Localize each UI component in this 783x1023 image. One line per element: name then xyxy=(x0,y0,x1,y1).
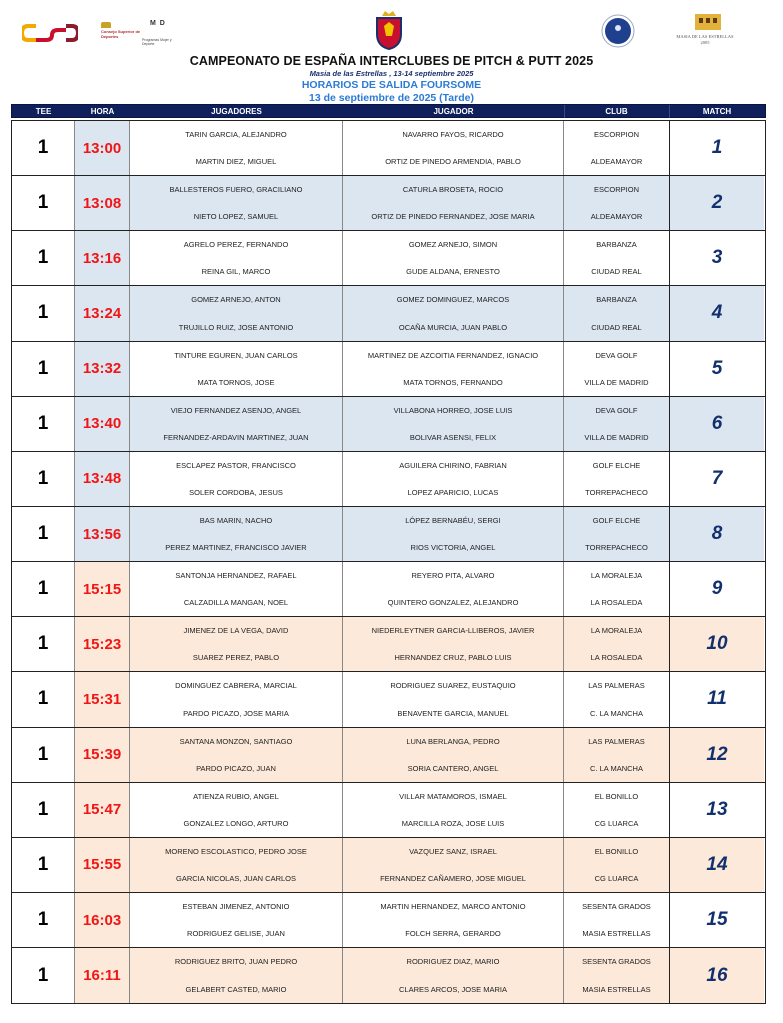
club-name: EL BONILLO xyxy=(594,846,639,856)
column-header-jugador: JUGADOR xyxy=(433,107,474,116)
club-name: SESENTA GRADOS xyxy=(582,957,651,967)
tee-cell: 1 xyxy=(12,617,75,671)
tee-time: 13:08 xyxy=(75,176,130,230)
tee-cell: 1 xyxy=(12,672,75,726)
club-name: LAS PALMERAS xyxy=(588,736,645,746)
opponent-name: ORTIZ DE PINEDO FERNANDEZ, JOSE MARIA xyxy=(343,203,564,230)
tee-cell: 1 xyxy=(12,231,75,285)
opponent-name: MARTINEZ DE AZCOITIA FERNANDEZ, IGNACIO xyxy=(343,342,564,369)
tee-time: 13:40 xyxy=(75,397,130,451)
opponent-name: VAZQUEZ SANZ, ISRAEL xyxy=(343,838,564,865)
player-row xyxy=(130,148,669,175)
tee-time: 15:15 xyxy=(75,562,130,616)
match-number: 1 xyxy=(669,121,764,175)
tee-cell: 1 xyxy=(12,838,75,892)
table-row xyxy=(12,728,765,783)
match-number: 6 xyxy=(669,397,764,451)
table-row xyxy=(12,176,765,231)
club-name: CG LUARCA xyxy=(594,818,639,828)
table-row xyxy=(12,783,765,838)
player-name: PARDO PICAZO, JUAN xyxy=(130,755,343,782)
tee-time: 13:00 xyxy=(75,121,130,175)
opponent-name: BOLIVAR ASENSI, FELIX xyxy=(343,424,564,451)
club-name: MASIA ESTRELLAS xyxy=(582,929,651,939)
player-row xyxy=(130,313,669,340)
player-name: ATIENZA RUBIO, ANGEL xyxy=(130,783,343,810)
crown-icon xyxy=(101,22,111,28)
tee-time: 13:32 xyxy=(75,342,130,396)
opponent-name: FOLCH SERRA, GERARDO xyxy=(343,920,564,947)
tee-times-table xyxy=(11,104,766,1004)
player-name: ESCLAPEZ PASTOR, FRANCISCO xyxy=(130,452,343,479)
player-row xyxy=(130,728,669,756)
player-name: PARDO PICAZO, JOSE MARIA xyxy=(130,699,343,726)
player-name: MATA TORNOS, JOSE xyxy=(130,369,343,396)
player-name: TINTURE EGUREN, JUAN CARLOS xyxy=(130,342,343,369)
opponent-name: REYERO PITA, ALVARO xyxy=(343,562,564,589)
player-row xyxy=(130,755,669,782)
match-number: 7 xyxy=(669,452,764,506)
player-row xyxy=(130,617,669,645)
table-row xyxy=(12,452,765,507)
tee-time: 15:39 xyxy=(75,728,130,782)
tee-time: 15:31 xyxy=(75,672,130,726)
column-header-hora: HORA xyxy=(90,107,115,116)
tee-time: 16:03 xyxy=(75,893,130,947)
document-title: CAMPEONATO DE ESPAÑA INTERCLUBES DE PITCH & PUTT 2025 xyxy=(189,54,594,68)
match-number: 13 xyxy=(669,783,764,837)
tee-cell: 1 xyxy=(12,397,75,451)
opponent-name: NAVARRO FAYOS, RICARDO xyxy=(343,121,564,148)
schedule-title: HORARIOS DE SALIDA FOURSOME xyxy=(301,79,482,91)
match-number: 12 xyxy=(669,728,764,782)
date-line: 13 de septiembre de 2025 (Tarde) xyxy=(309,92,474,104)
tee-cell: 1 xyxy=(12,176,75,230)
match-number: 15 xyxy=(669,893,764,947)
club-name: C. LA MANCHA xyxy=(590,763,643,773)
opponent-name: RIOS VICTORIA, ANGEL xyxy=(343,534,564,561)
tee-time: 13:48 xyxy=(75,452,130,506)
match-number: 11 xyxy=(669,672,764,726)
player-name: DOMINGUEZ CABRERA, MARCIAL xyxy=(130,672,343,699)
match-number: 5 xyxy=(669,342,764,396)
tee-cell: 1 xyxy=(12,948,75,1003)
club-name: ALDEAMAYOR xyxy=(590,212,643,222)
player-name: GARCIA NICOLAS, JUAN CARLOS xyxy=(130,865,343,892)
player-row xyxy=(130,203,669,230)
opponent-name: GOMEZ DOMINGUEZ, MARCOS xyxy=(343,286,564,313)
player-name: AGRELO PEREZ, FERNANDO xyxy=(130,231,343,258)
tee-cell: 1 xyxy=(12,507,75,561)
match-number: 3 xyxy=(669,231,764,285)
match-number: 16 xyxy=(669,948,764,1003)
opponent-name: LUNA BERLANGA, PEDRO xyxy=(343,728,564,755)
column-header-match: MATCH xyxy=(702,107,732,116)
club-name: CIUDAD REAL xyxy=(591,322,642,332)
player-name: ESTEBAN JIMENEZ, ANTONIO xyxy=(130,893,343,920)
opponent-name: QUINTERO GONZALEZ, ALEJANDRO xyxy=(343,589,564,616)
table-row xyxy=(12,672,765,727)
player-name: GONZALEZ LONGO, ARTURO xyxy=(130,810,343,837)
myd-logo-subtext: Programas Mujer y Deporte xyxy=(142,38,172,46)
player-row xyxy=(130,397,669,425)
table-row xyxy=(12,838,765,893)
csd-logo xyxy=(22,22,141,46)
player-row xyxy=(130,286,669,314)
club-name: TORREPACHECO xyxy=(585,487,648,497)
tee-time: 16:11 xyxy=(75,948,130,1003)
player-name: NIETO LOPEZ, SAMUEL xyxy=(130,203,343,230)
opponent-name: MARCILLA ROZA, JOSE LUIS xyxy=(343,810,564,837)
club-name: SESENTA GRADOS xyxy=(582,902,651,911)
club-name: C. LA MANCHA xyxy=(590,708,643,718)
tee-time: 13:56 xyxy=(75,507,130,561)
club-name: LA ROSALEDA xyxy=(590,653,643,663)
tee-time: 15:23 xyxy=(75,617,130,671)
club-name: MASIA ESTRELLAS xyxy=(582,984,651,994)
opponent-name: AGUILERA CHIRINO, FABRIAN xyxy=(343,452,564,479)
myd-logo xyxy=(140,14,185,48)
club-name: BARBANZA xyxy=(596,240,637,250)
opponent-name: RODRIGUEZ SUAREZ, EUSTAQUIO xyxy=(343,672,564,699)
club-name: ESCORPION xyxy=(593,185,639,195)
player-row xyxy=(130,948,669,977)
venue-line: Masia de las Estrellas , 13-14 septiembre 2025 xyxy=(309,69,474,78)
club-name: CG LUARCA xyxy=(594,873,639,883)
rfeg-crest-logo xyxy=(372,10,406,50)
opponent-name: GUDE ALDANA, ERNESTO xyxy=(343,258,564,285)
club-name: LA ROSALEDA xyxy=(590,598,643,608)
player-row xyxy=(130,838,669,866)
logo-bar xyxy=(0,0,783,52)
tee-cell: 1 xyxy=(12,562,75,616)
player-name: BAS MARIN, NACHO xyxy=(130,507,343,534)
table-row xyxy=(12,562,765,617)
club-name: VILLA DE MADRID xyxy=(584,377,649,387)
csd-mark-icon xyxy=(22,24,78,42)
match-number: 10 xyxy=(669,617,764,671)
table-row xyxy=(12,121,765,176)
club-name: EL BONILLO xyxy=(594,791,639,801)
table-row xyxy=(12,617,765,672)
match-number: 9 xyxy=(669,562,764,616)
table-row xyxy=(12,507,765,562)
match-number: 8 xyxy=(669,507,764,561)
tee-cell: 1 xyxy=(12,728,75,782)
tee-time: 15:55 xyxy=(75,838,130,892)
myd-logo-text: M D xyxy=(150,20,166,27)
club-name: LAS PALMERAS xyxy=(588,681,645,691)
opponent-name: MARTIN HERNANDEZ, MARCO ANTONIO xyxy=(343,893,564,920)
opponent-name: VILLAR MATAMOROS, ISMAEL xyxy=(343,783,564,810)
tee-time: 15:47 xyxy=(75,783,130,837)
csd-logo-text: Consejo Superior de Deportes xyxy=(101,29,141,39)
player-name: MORENO ESCOLASTICO, PEDRO JOSE xyxy=(130,838,343,865)
player-name: VIEJO FERNANDEZ ASENJO, ANGEL xyxy=(130,397,343,424)
match-number: 14 xyxy=(669,838,764,892)
match-number: 4 xyxy=(669,286,764,340)
player-name: PEREZ MARTINEZ, FRANCISCO JAVIER xyxy=(130,534,343,561)
column-header-jugadores: JUGADORES xyxy=(211,107,262,116)
club-name: VILLA DE MADRID xyxy=(584,432,649,442)
tee-time: 13:24 xyxy=(75,286,130,340)
player-name: FERNANDEZ-ARDAVIN MARTINEZ, JUAN xyxy=(130,424,343,451)
opponent-name: VILLABONA HORREO, JOSE LUIS xyxy=(343,397,564,424)
table-row xyxy=(12,948,765,1003)
player-row xyxy=(130,920,669,947)
tee-cell: 1 xyxy=(12,452,75,506)
tee-time: 13:16 xyxy=(75,231,130,285)
player-name: MARTIN DIEZ, MIGUEL xyxy=(130,148,343,175)
club-name: DEVA GOLF xyxy=(595,405,638,415)
player-row xyxy=(130,424,669,451)
player-name: CALZADILLA MANGAN, NOEL xyxy=(130,589,343,616)
opponent-name: BENAVENTE GARCIA, MANUEL xyxy=(343,699,564,726)
player-name: BALLESTEROS FUERO, GRACILIANO xyxy=(130,176,343,203)
opponent-name: GOMEZ ARNEJO, SIMON xyxy=(343,231,564,258)
match-number: 2 xyxy=(669,176,764,230)
player-name: JIMENEZ DE LA VEGA, DAVID xyxy=(130,617,343,644)
club-name: CIUDAD REAL xyxy=(591,267,642,277)
opponent-name: ORTIZ DE PINEDO ARMENDIA, PABLO xyxy=(343,148,564,175)
federation-seal-logo xyxy=(601,14,635,48)
club-name: TORREPACHECO xyxy=(585,543,648,553)
player-row xyxy=(130,479,669,506)
table-row xyxy=(12,893,765,948)
tee-cell: 1 xyxy=(12,286,75,340)
opponent-name: CLARES ARCOS, JOSE MARIA xyxy=(343,976,564,1004)
table-body xyxy=(11,120,766,1004)
player-row xyxy=(130,783,669,811)
seal-icon xyxy=(601,14,635,48)
player-name: GOMEZ ARNEJO, ANTON xyxy=(130,286,343,313)
player-row xyxy=(130,810,669,837)
opponent-name: CATURLA BROSETA, ROCIO xyxy=(343,176,564,203)
masia-logo-text: MASIA DE LAS ESTRELLAS xyxy=(676,34,734,39)
column-header-tee: TEE xyxy=(35,107,52,116)
tee-cell: 1 xyxy=(12,342,75,396)
tee-cell: 1 xyxy=(12,121,75,175)
club-name: DEVA GOLF xyxy=(595,350,638,360)
player-name: SUAREZ PEREZ, PABLO xyxy=(130,644,343,671)
player-row xyxy=(130,507,669,535)
player-name: RODRIGUEZ GELISE, JUAN xyxy=(130,920,343,947)
column-header-club: CLUB xyxy=(605,107,628,116)
opponent-name: OCAÑA MURCIA, JUAN PABLO xyxy=(343,313,564,340)
tee-cell: 1 xyxy=(12,893,75,947)
opponent-name: MATA TORNOS, FERNANDO xyxy=(343,369,564,396)
table-row xyxy=(12,397,765,452)
player-row xyxy=(130,534,669,561)
player-row xyxy=(130,562,669,590)
opponent-name: NIEDERLEYTNER GARCIA-LLIBEROS, JAVIER xyxy=(343,617,564,644)
masia-logo-year: 2005 xyxy=(700,40,710,45)
opponent-name: FERNANDEZ CAÑAMERO, JOSE MIGUEL xyxy=(343,865,564,892)
crest-icon xyxy=(372,10,406,50)
club-name: ALDEAMAYOR xyxy=(590,157,643,167)
player-row xyxy=(130,976,669,1004)
opponent-name: HERNANDEZ CRUZ, PABLO LUIS xyxy=(343,644,564,671)
club-name: LA MORALEJA xyxy=(590,626,643,636)
player-row xyxy=(130,589,669,616)
player-row xyxy=(130,342,669,370)
opponent-name: LOPEZ APARICIO, LUCAS xyxy=(343,479,564,506)
player-row xyxy=(130,258,669,285)
tee-cell: 1 xyxy=(12,783,75,837)
player-name: SANTONJA HERNANDEZ, RAFAEL xyxy=(130,562,343,589)
club-name: ESCORPION xyxy=(593,130,639,140)
player-row xyxy=(130,231,669,259)
club-name: GOLF ELCHE xyxy=(592,460,641,470)
player-row xyxy=(130,672,669,700)
table-header xyxy=(11,104,766,118)
player-row xyxy=(130,644,669,671)
player-row xyxy=(130,865,669,892)
club-name: GOLF ELCHE xyxy=(592,516,641,526)
masia-estrellas-logo xyxy=(670,14,740,50)
building-icon xyxy=(695,14,721,30)
player-name: TARIN GARCIA, ALEJANDRO xyxy=(130,121,343,148)
player-row xyxy=(130,699,669,726)
table-row xyxy=(12,342,765,397)
player-name: GELABERT CASTED, MARIO xyxy=(130,976,343,1004)
table-row xyxy=(12,286,765,341)
player-name: RODRIGUEZ BRITO, JUAN PEDRO xyxy=(130,948,343,976)
club-name: LA MORALEJA xyxy=(590,571,643,581)
player-row xyxy=(130,176,669,204)
opponent-name: LÓPEZ BERNABÉU, SERGI xyxy=(343,507,564,534)
player-name: SOLER CORDOBA, JESUS xyxy=(130,479,343,506)
player-row xyxy=(130,121,669,149)
club-name: BARBANZA xyxy=(596,295,637,305)
player-row xyxy=(130,452,669,480)
opponent-name: SORIA CANTERO, ANGEL xyxy=(343,755,564,782)
player-name: SANTANA MONZON, SANTIAGO xyxy=(130,728,343,755)
opponent-name: RODRIGUEZ DIAZ, MARIO xyxy=(343,948,564,976)
table-row xyxy=(12,231,765,286)
player-name: TRUJILLO RUIZ, JOSE ANTONIO xyxy=(130,313,343,340)
player-row xyxy=(130,893,669,921)
player-name: REINA GIL, MARCO xyxy=(130,258,343,285)
player-row xyxy=(130,369,669,396)
